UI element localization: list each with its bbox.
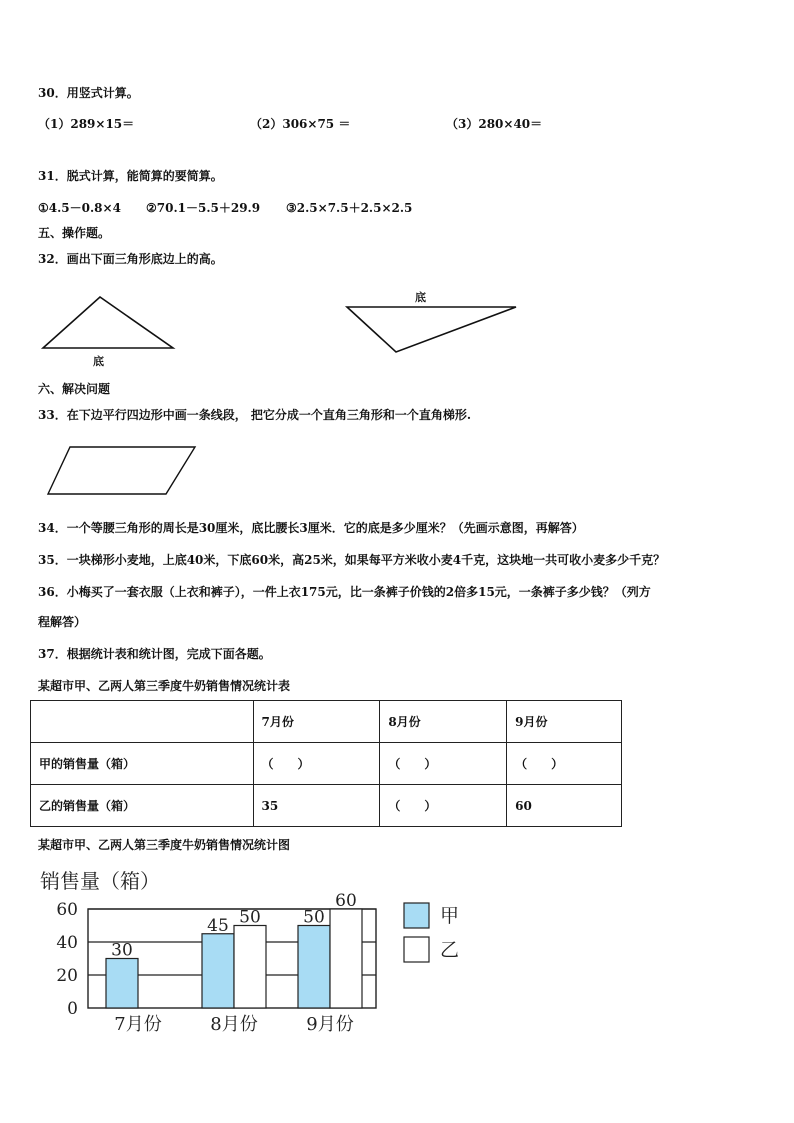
chart-data-label: 30 [111,940,133,961]
table-cell: 35 [253,785,380,827]
table-cell-blank: （ ） [253,743,380,785]
q30-item-3: （3）280×40＝ [446,117,543,131]
chart-bar-jia [298,926,330,1009]
table-header-cell [31,701,254,743]
q31-item-3: ③2.5×7.5＋2.5×2.5 [286,201,413,215]
chart-legend-swatch [404,937,429,962]
q31-title: 31．脱式计算，能简算的要简算。 [38,169,223,183]
triangle-left [43,297,173,348]
table-row [31,743,622,785]
table-header-row [31,701,622,743]
chart-legend-label: 甲 [440,905,460,927]
q32-triangles-figure [0,285,794,370]
chart-data-label: 45 [207,915,229,936]
q33-parallelogram-figure [0,440,220,500]
chart-y-axis-label: 销售量（箱） [40,869,160,893]
triangle-right [347,307,516,352]
sales-stat-table [30,700,622,827]
chart-y-tick-label: 60 [56,900,78,920]
chart-legend-label: 乙 [440,939,460,961]
chart-bar-jia [106,959,138,1009]
table-cell: 乙的销售量（箱） [31,785,254,827]
triangle-right-base-label: 底 [415,291,426,304]
triangle-left-base-label: 底 [93,355,104,368]
table-cell: 60 [507,785,622,827]
q37-chart-title: 某超市甲、乙两人第三季度牛奶销售情况统计图 [38,838,291,852]
chart-bar-yi [234,926,266,1009]
q36-text-line-1: 36．小梅买了一套衣服（上衣和裤子），一件上衣175元，比一条裤子价钱的2倍多15元，一条裤子多少钱？（列方 [38,585,651,599]
table-cell: 甲的销售量（箱） [31,743,254,785]
table-header-cell: 8月份 [380,701,507,743]
q30-title: 30．用竖式计算。 [38,86,139,100]
q31-item-1: ①4.5－0.8×4 [38,201,121,215]
chart-y-tick-label: 40 [56,933,78,953]
table-header-cell: 9月份 [507,701,622,743]
chart-y-tick-label: 0 [67,999,78,1019]
parallelogram [48,447,195,494]
q30-item-2: （2）306×75 ＝ [250,117,351,131]
q35-text: 35．一块梯形小麦地，上底40米，下底60米，高25米，如果每平方米收小麦4千克，这块地一共可收小麦多少千克？ [38,553,666,567]
chart-bar-yi [330,909,362,1008]
chart-data-label: 60 [335,891,357,911]
sales-bar-chart [0,860,794,1045]
chart-legend-swatch [404,903,429,928]
q30-item-1: （1）289×15＝ [38,117,135,131]
table-cell-blank: （ ） [380,743,507,785]
q37-title: 37．根据统计表和统计图，完成下面各题。 [38,647,271,661]
chart-data-label: 50 [239,907,261,928]
q37-table-title: 某超市甲、乙两人第三季度牛奶销售情况统计表 [38,679,291,693]
section-6-heading: 六、解决问题 [38,382,111,396]
q34-text: 34．一个等腰三角形的周长是30厘米，底比腰长3厘米．它的底是多少厘米？（先画示意图，再解答） [38,521,584,535]
q32-title: 32．画出下面三角形底边上的高。 [38,252,223,266]
table-cell-blank: （ ） [380,785,507,827]
chart-x-tick-label: 8月份 [210,1014,258,1035]
q33-title: 33．在下边平行四边形中画一条线段， 把它分成一个直角三角形和一个直角梯形. [38,408,472,422]
chart-x-tick-label: 7月份 [114,1014,162,1035]
table-cell-blank: （ ） [507,743,622,785]
q31-item-2: ②70.1－5.5＋29.9 [146,201,261,215]
chart-bar-jia [202,934,234,1008]
chart-x-tick-label: 9月份 [306,1014,354,1035]
chart-y-tick-label: 20 [56,966,78,986]
table-row [31,785,622,827]
section-5-heading: 五、操作题。 [38,226,111,240]
q36-text-line-2: 程解答） [38,615,87,629]
table-header-cell: 7月份 [253,701,380,743]
chart-data-label: 50 [303,907,325,928]
